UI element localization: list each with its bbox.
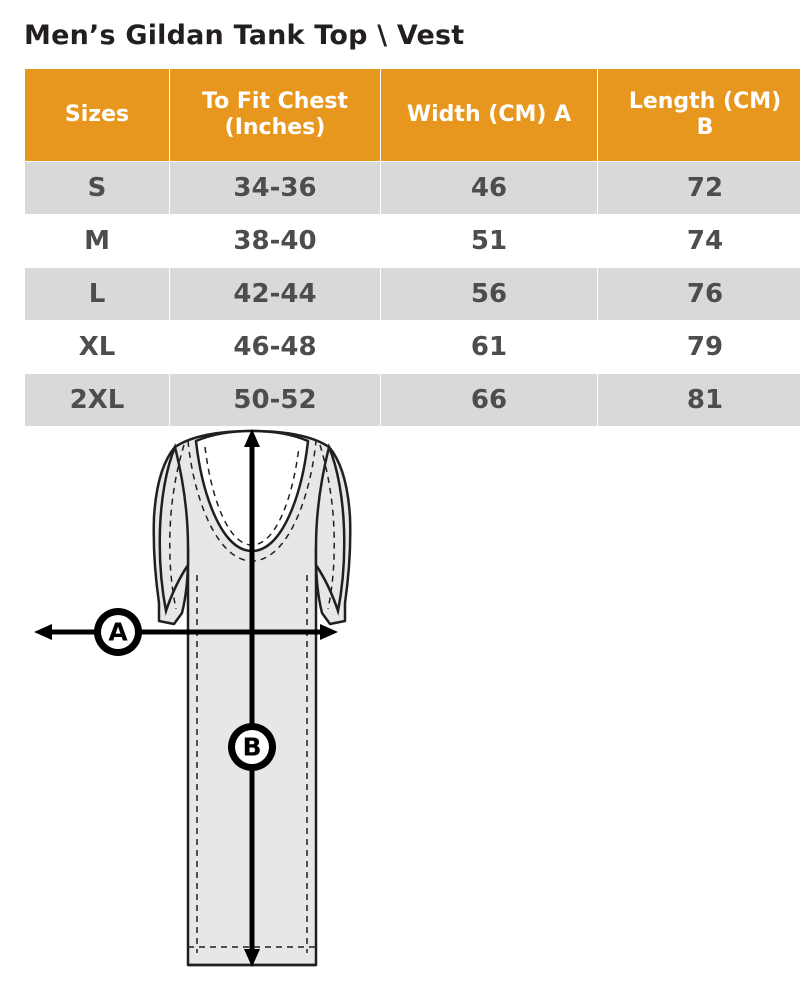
- table-row: [25, 268, 800, 321]
- table-header-row: [25, 69, 800, 162]
- table-body: [25, 162, 800, 427]
- cell-length: 76: [598, 268, 800, 321]
- cell-chest: 46-48: [170, 321, 381, 374]
- cell-length: 79: [598, 321, 800, 374]
- column-header-chest: [170, 69, 381, 162]
- cell-size: 2XL: [25, 374, 170, 427]
- length-measure-label: B: [242, 733, 261, 762]
- column-header-chest-line2: (Inches): [225, 115, 326, 140]
- cell-length: 74: [598, 215, 800, 268]
- column-header-length: [598, 69, 800, 162]
- width-measure-label: A: [108, 618, 128, 647]
- table-row: [25, 374, 800, 427]
- column-header-length-line2: B: [697, 115, 714, 140]
- column-header-width: [381, 69, 598, 162]
- cell-chest: 50-52: [170, 374, 381, 427]
- column-header-sizes-line1: Sizes: [65, 102, 129, 127]
- column-header-length-line1: Length (CM): [629, 89, 781, 114]
- size-chart-table: [24, 68, 800, 427]
- cell-length: 72: [598, 162, 800, 215]
- cell-width: 66: [381, 374, 598, 427]
- cell-chest: 38-40: [170, 215, 381, 268]
- column-header-width-line1: Width (CM) A: [407, 102, 571, 127]
- cell-width: 46: [381, 162, 598, 215]
- page-title: Men’s Gildan Tank Top \ Vest: [24, 20, 800, 52]
- cell-chest: 34-36: [170, 162, 381, 215]
- cell-size: S: [25, 162, 170, 215]
- garment-diagram: [0, 425, 800, 1005]
- cell-width: 51: [381, 215, 598, 268]
- cell-size: L: [25, 268, 170, 321]
- table-row: [25, 321, 800, 374]
- size-chart-page: [0, 20, 800, 1005]
- cell-size: M: [25, 215, 170, 268]
- table-row: [25, 215, 800, 268]
- cell-width: 56: [381, 268, 598, 321]
- column-header-sizes: [25, 69, 170, 162]
- column-header-chest-line1: To Fit Chest: [202, 89, 348, 114]
- table-header: [25, 69, 800, 162]
- cell-chest: 42-44: [170, 268, 381, 321]
- cell-width: 61: [381, 321, 598, 374]
- table-row: [25, 162, 800, 215]
- cell-length: 81: [598, 374, 800, 427]
- cell-size: XL: [25, 321, 170, 374]
